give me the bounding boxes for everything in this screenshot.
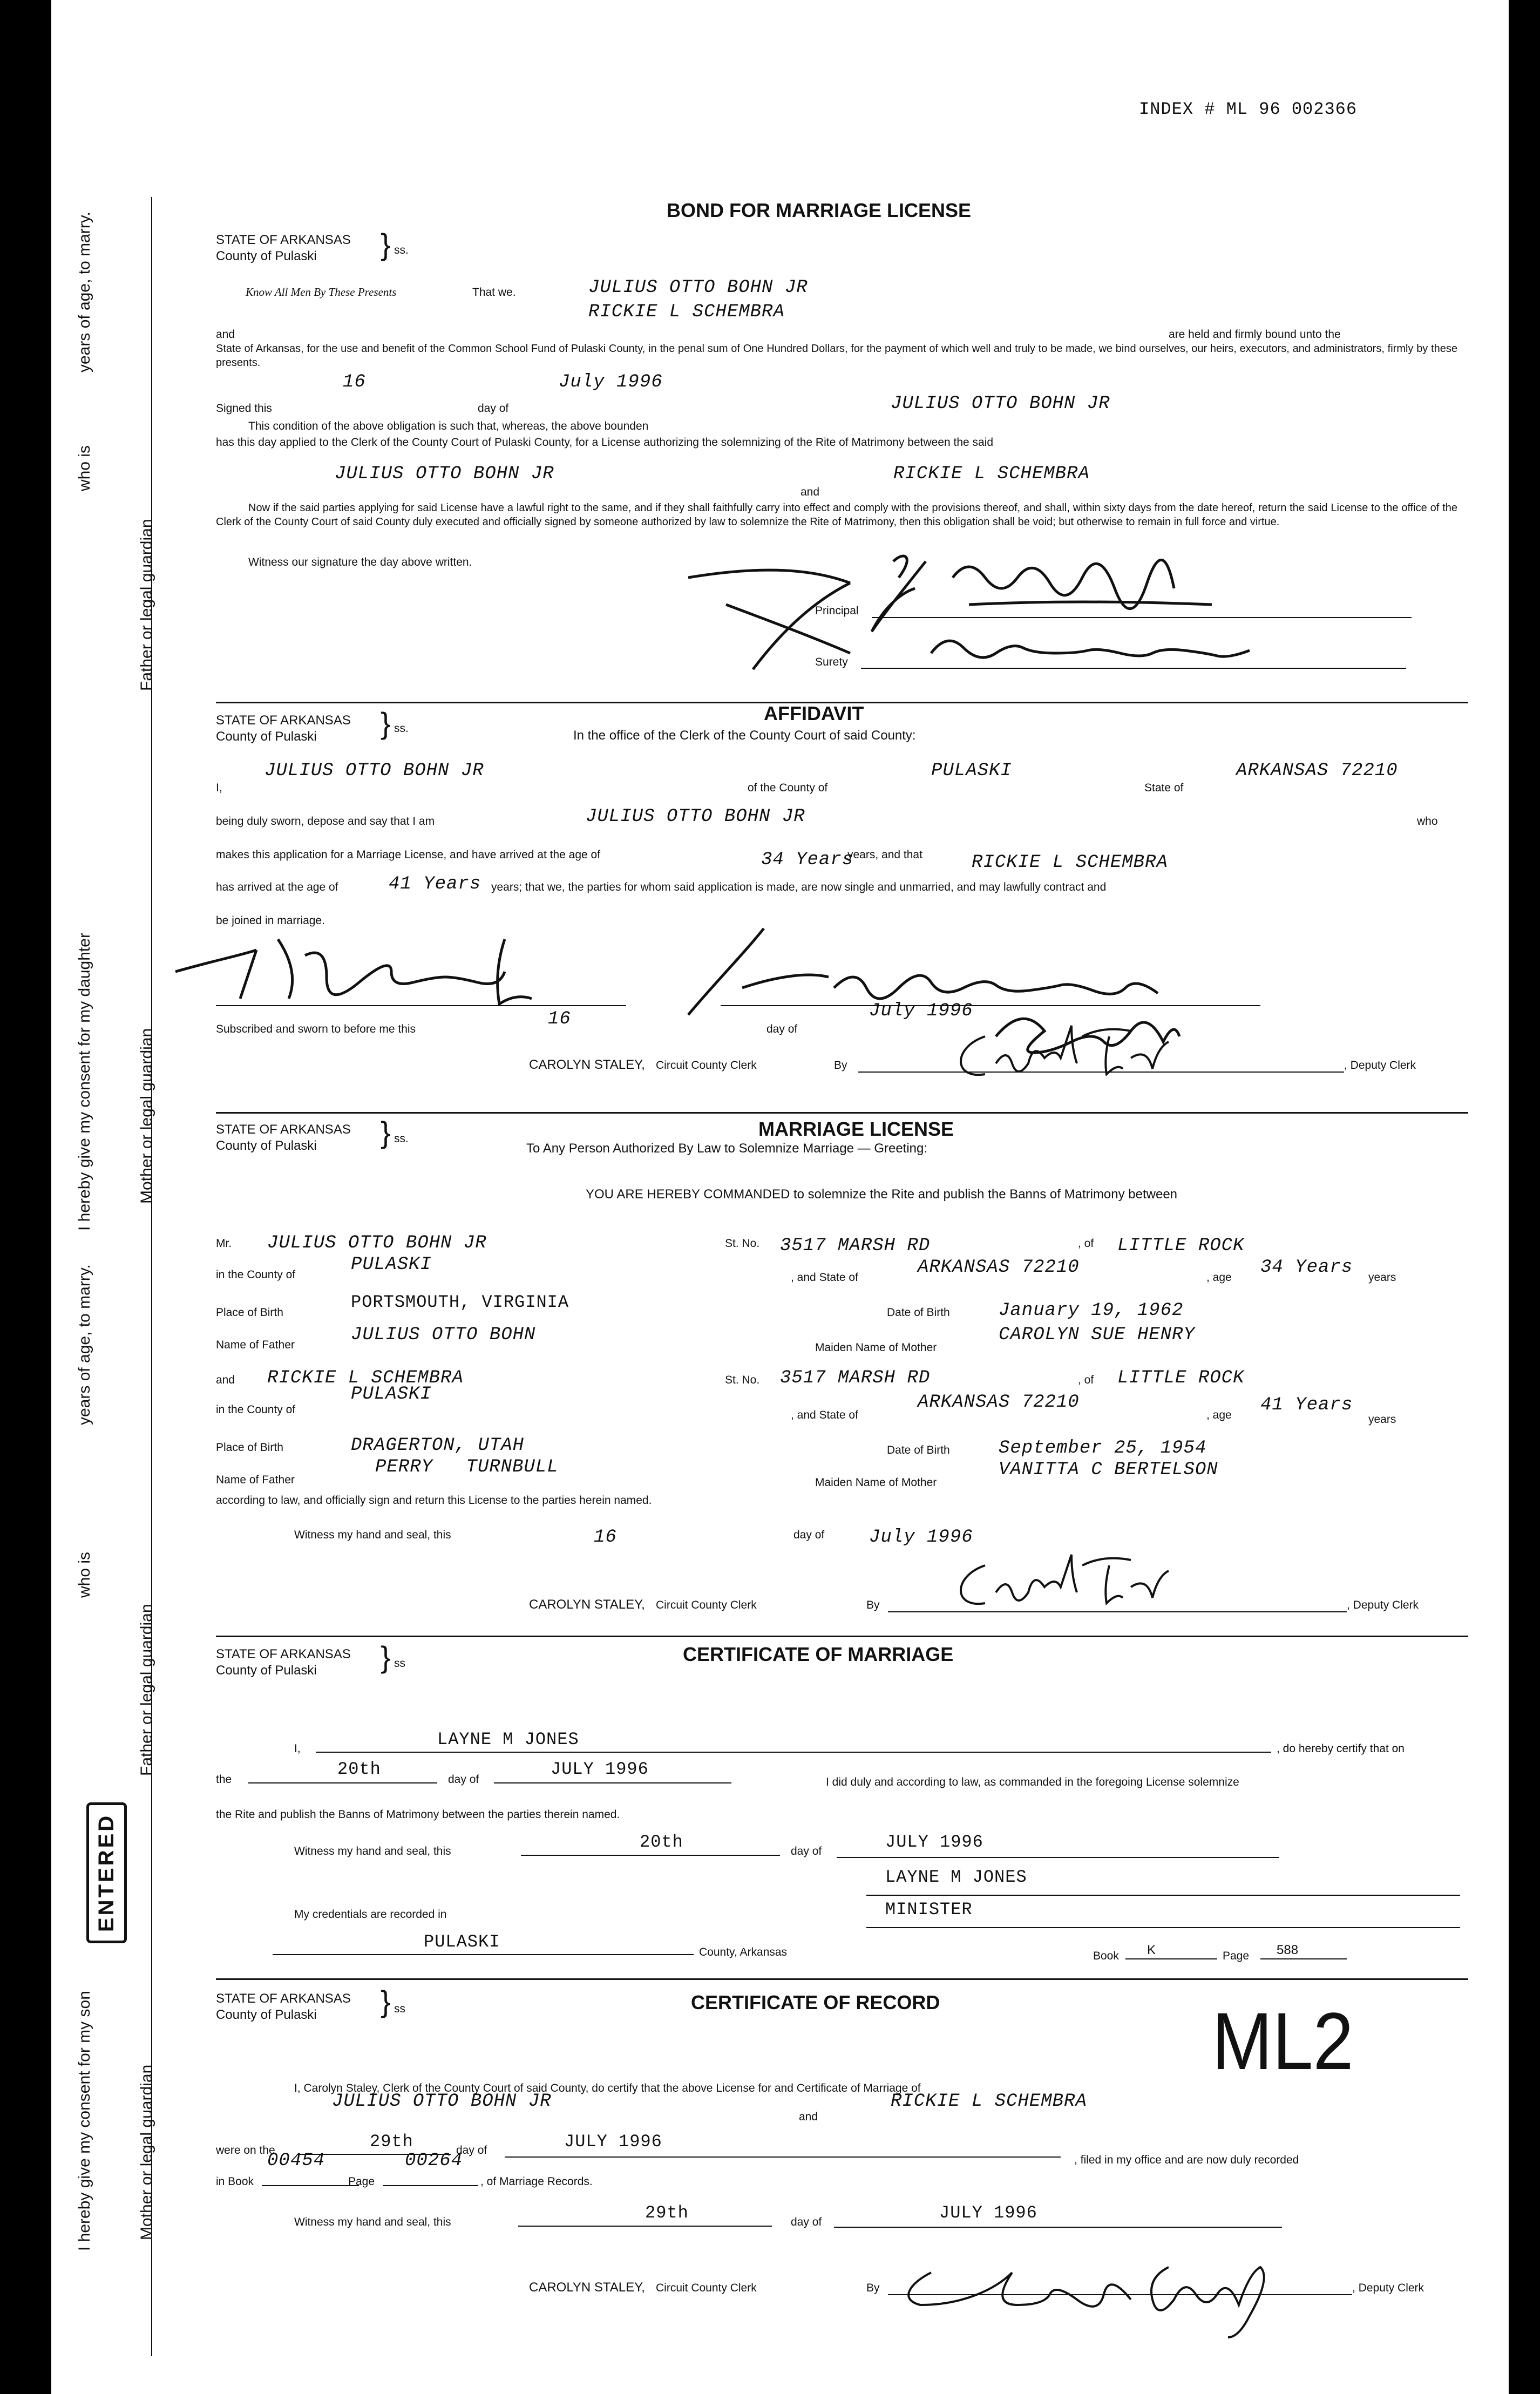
lic-maiden: Maiden Name of Mother xyxy=(815,1341,937,1354)
bond-state: STATE OF ARKANSAS xyxy=(216,233,351,247)
aff-age2: 41 Years xyxy=(389,874,481,894)
aff-who: who xyxy=(1417,815,1438,828)
lic-stno-2: St. No. xyxy=(725,1374,760,1386)
bond-surety-label: Surety xyxy=(815,656,848,668)
lic-state: STATE OF ARKANSAS xyxy=(216,1122,351,1137)
bond-para2: Now if the said parties applying for said License have a lawful right to the same, and if they shall faithfully carry into effect and comply with the provisions thereof, and shall, within sixty days from the date hereof, return the said License to the office of the Clerk of the County Court of said County duly executed and officially signed by someone authorized by law to solemnize the Rite of Matrimony, then this obligation shall be void; but otherwise to remain in full force and virtue. xyxy=(216,502,1457,528)
lic-according: according to law, and officially sign and return this License to the parties herein named. xyxy=(216,1494,652,1507)
lic-years: years xyxy=(1368,1271,1396,1284)
bond-and: and xyxy=(216,328,235,341)
cert-w-month: JULY 1996 xyxy=(885,1832,983,1852)
rec-page: Page xyxy=(348,2175,375,2188)
cert-role: MINISTER xyxy=(885,1900,973,1920)
bond-witness: Witness our signature the day above written. xyxy=(248,556,472,568)
cert-county: County of Pulaski xyxy=(216,1663,317,1678)
rec-day-of: day of xyxy=(456,2144,487,2156)
rec-certify: I, Carolyn Staley, Clerk of the County Court of said County, do certify that the above License for and Certificate of Marriage of xyxy=(294,2082,921,2094)
rec-bride: RICKIE L SCHEMBRA xyxy=(891,2091,1087,2112)
bond-para1: State of Arkansas, for the use and benefit of the Common School Fund of Pulaski County, in the penal sum of One Hundred Dollars, for the payment of which well and truly to be made, we bind ourselves, our heirs, executors, and administrators, firmly by these presents. xyxy=(216,343,1457,369)
lic-years-2: years xyxy=(1368,1413,1396,1426)
lic-bride-state: ARKANSAS 72210 xyxy=(918,1392,1080,1413)
side-years-lower: years of age, to marry. xyxy=(76,1264,93,1425)
aff-sub-month: July 1996 xyxy=(869,1001,973,1021)
aff-arrived: has arrived at the age of xyxy=(216,881,338,893)
rec-county: County of Pulaski xyxy=(216,2008,317,2022)
lic-and: and xyxy=(216,1374,235,1386)
rec-in-book: in Book xyxy=(216,2175,254,2188)
lic-bride-pob: DRAGERTON, UTAH xyxy=(351,1435,525,1456)
aff-sworn: being duly sworn, depose and say that I am xyxy=(216,815,435,828)
rec-clerk-title: Circuit County Clerk xyxy=(656,2282,757,2294)
lic-dob-2: Date of Birth xyxy=(887,1444,950,1456)
entered-stamp: ENTERED xyxy=(86,1802,127,1943)
lic-command: YOU ARE HEREBY COMMANDED to solemnize the Rite and publish the Banns of Matrimony between xyxy=(586,1187,1178,1202)
aff-county: County of Pulaski xyxy=(216,729,317,744)
lic-bride-dob: September 25, 1954 xyxy=(999,1438,1207,1459)
lic-deputy: , Deputy Clerk xyxy=(1347,1599,1419,1611)
cert-page: Page xyxy=(1223,1950,1250,1962)
cert-cred-county: PULASKI xyxy=(424,1932,500,1952)
bond-that-we: That we. xyxy=(472,286,516,299)
rec-title: CERTIFICATE OF RECORD xyxy=(691,1991,940,2013)
rec-book-val: 00454 xyxy=(267,2151,325,2171)
aff-clerk-title: Circuit County Clerk xyxy=(656,1059,757,1071)
aff-day-of: day of xyxy=(766,1023,798,1035)
rec-groom: JULIUS OTTO BOHN JR xyxy=(332,2091,552,2112)
aff-by: By xyxy=(834,1059,847,1071)
lic-clerk-title: Circuit County Clerk xyxy=(656,1599,757,1611)
aff-makes: makes this application for a Marriage License, and have arrived at the age of xyxy=(216,849,601,861)
cert-w-day: 20th xyxy=(640,1832,683,1852)
aff-deputy: , Deputy Clerk xyxy=(1344,1059,1416,1071)
lic-mr: Mr. xyxy=(216,1237,232,1250)
bond-brace: } xyxy=(381,227,391,261)
rec-ss: ss xyxy=(394,2003,405,2015)
bond-party1: JULIUS OTTO BOHN JR xyxy=(588,277,808,298)
lic-bride-father: PERRY TURNBULL xyxy=(375,1457,559,1477)
rec-by: By xyxy=(866,2282,880,2294)
lic-greeting: To Any Person Authorized By Law to Solemnize Marriage — Greeting: xyxy=(526,1141,928,1156)
ml2-stamp: ML2 xyxy=(1212,1996,1354,2086)
lic-father-2: Name of Father xyxy=(216,1474,295,1486)
cert-rite: the Rite and publish the Banns of Matrimony between the parties therein named. xyxy=(216,1808,620,1821)
cert-book-val: K xyxy=(1147,1943,1156,1957)
rec-w-month: JULY 1996 xyxy=(939,2203,1037,2223)
lic-groom-city: LITTLE ROCK xyxy=(1117,1236,1245,1256)
aff-sub-day: 16 xyxy=(548,1009,571,1029)
aff-state: STATE OF ARKANSAS xyxy=(216,713,351,728)
aff-name: JULIUS OTTO BOHN JR xyxy=(264,761,484,781)
lic-groom-dob: January 19, 1962 xyxy=(999,1300,1184,1321)
rec-page-val: 00264 xyxy=(405,2151,463,2171)
rec-filed: , filed in my office and are now duly recorded xyxy=(1074,2154,1299,2166)
cert-book: Book xyxy=(1093,1950,1119,1962)
lic-bride-city: LITTLE ROCK xyxy=(1117,1368,1245,1388)
cert-the: the xyxy=(216,1773,232,1786)
bond-title: BOND FOR MARRIAGE LICENSE xyxy=(667,199,972,221)
rec-were: were on the xyxy=(216,2144,275,2156)
lic-father: Name of Father xyxy=(216,1339,295,1351)
lic-in-county-2: in the County of xyxy=(216,1403,296,1416)
bond-groom: JULIUS OTTO BOHN JR xyxy=(335,464,554,484)
aff-name2: JULIUS OTTO BOHN JR xyxy=(586,806,805,827)
rec-month: JULY 1996 xyxy=(564,2132,662,2152)
lic-bride-mother: VANITTA C BERTELSON xyxy=(999,1460,1218,1480)
rec-and: and xyxy=(799,2111,818,2123)
cert-credentials: My credentials are recorded in xyxy=(294,1908,447,1921)
rec-w-day: 29th xyxy=(645,2203,689,2223)
lic-groom-county: PULASKI xyxy=(351,1254,432,1275)
cert-page-val: 588 xyxy=(1277,1943,1299,1957)
lic-witness: Witness my hand and seal, this xyxy=(294,1529,451,1541)
side-consent-daughter: I hereby give my consent for my daughter xyxy=(76,933,93,1231)
cert-certify: , do hereby certify that on xyxy=(1277,1742,1405,1755)
side-father-upper: Father or legal guardian xyxy=(138,519,155,691)
aff-ss: ss. xyxy=(394,722,409,735)
lic-of: , of xyxy=(1078,1237,1094,1250)
lic-pob-2: Place of Birth xyxy=(216,1441,283,1454)
cert-county-ark: County, Arkansas xyxy=(699,1946,788,1958)
lic-and-state-2: , and State of xyxy=(791,1409,858,1421)
bond-signatures xyxy=(645,545,1455,691)
lic-title: MARRIAGE LICENSE xyxy=(758,1118,954,1140)
aff-joined: be joined in marriage. xyxy=(216,914,325,927)
lic-by: By xyxy=(866,1599,880,1611)
aff-county-name: PULASKI xyxy=(931,761,1012,781)
lic-groom-father: JULIUS OTTO BOHN xyxy=(351,1325,536,1345)
aff-subscribed: Subscribed and sworn to before me this xyxy=(216,1023,416,1035)
side-consent-son: I hereby give my consent for my son xyxy=(76,1991,93,2251)
lic-bride-county: PULASKI xyxy=(351,1384,432,1405)
bond-know: Know All Men By These Presents xyxy=(246,286,397,299)
bond-principal-name: JULIUS OTTO BOHN JR xyxy=(891,394,1110,414)
lic-age: , age xyxy=(1206,1271,1232,1284)
aff-i: I, xyxy=(216,782,222,794)
side-who-lower: who is xyxy=(76,1551,93,1598)
aff-years-text: years; that we, the parties for whom said application is made, are now single and unmarried, and may lawfully contract and xyxy=(491,881,1107,893)
lic-month: July 1996 xyxy=(869,1527,973,1548)
cert-state: STATE OF ARKANSAS xyxy=(216,1647,351,1661)
lic-in-county: in the County of xyxy=(216,1269,296,1281)
cert-witness: Witness my hand and seal, this xyxy=(294,1845,451,1857)
rec-witness: Witness my hand and seal, this xyxy=(294,2216,451,2228)
lic-groom-street: 3517 MARSH RD xyxy=(780,1236,931,1256)
aff-office: In the office of the Clerk of the County Court of said County: xyxy=(573,728,916,743)
aff-state-zip: ARKANSAS 72210 xyxy=(1236,761,1398,781)
cert-did: I did duly and according to law, as commanded in the foregoing License solemnize xyxy=(826,1776,1239,1788)
lic-pob: Place of Birth xyxy=(216,1306,283,1319)
cert-sig-name: LAYNE M JONES xyxy=(885,1867,1027,1887)
aff-title: AFFIDAVIT xyxy=(764,702,864,724)
cert-i: I, xyxy=(294,1742,301,1755)
bond-county: County of Pulaski xyxy=(216,249,317,263)
lic-groom-mother: CAROLYN SUE HENRY xyxy=(999,1325,1195,1345)
lic-groom-age: 34 Years xyxy=(1260,1257,1353,1278)
cert-officiant: LAYNE M JONES xyxy=(437,1730,579,1749)
bond-day: 16 xyxy=(343,372,366,392)
side-who-upper: who is xyxy=(76,445,93,491)
deputy-signature-license xyxy=(942,1544,1266,1630)
bond-month: July 1996 xyxy=(559,372,663,392)
lic-clerk: CAROLYN STALEY, xyxy=(529,1597,645,1612)
bond-bride: RICKIE L SCHEMBRA xyxy=(893,464,1090,484)
rec-w-day-of: day of xyxy=(791,2216,822,2228)
bond-signed-this: Signed this xyxy=(216,402,272,415)
rec-clerk: CAROLYN STALEY, xyxy=(529,2280,645,2295)
bond-principal-label: Principal xyxy=(815,605,859,617)
lic-stno: St. No. xyxy=(725,1237,760,1250)
cert-day: 20th xyxy=(337,1759,381,1779)
aff-age1: 34 Years xyxy=(761,850,854,870)
bond-day-of: day of xyxy=(478,402,509,415)
lic-maiden-2: Maiden Name of Mother xyxy=(815,1476,937,1489)
side-father-lower: Father or legal guardian xyxy=(138,1604,155,1776)
lic-groom-pob: PORTSMOUTH, VIRGINIA xyxy=(351,1292,569,1312)
bond-applied: has this day applied to the Clerk of the County Court of Pulaski County, for a License authorizing the solemnizing of the Rite of Matrimony between the said xyxy=(216,436,994,449)
aff-years-and-that: years, and that xyxy=(847,849,922,861)
side-years-upper: years of age, to marry. xyxy=(76,212,93,372)
cert-w-day-of: day of xyxy=(791,1845,822,1857)
side-mother-lower: Mother or legal guardian xyxy=(138,2064,155,2240)
lic-of-2: , of xyxy=(1078,1374,1094,1386)
bond-and2: and xyxy=(800,486,820,498)
aff-state-of: State of xyxy=(1144,782,1184,794)
rec-day: 29th xyxy=(370,2132,413,2152)
lic-dob: Date of Birth xyxy=(887,1306,950,1319)
rec-state: STATE OF ARKANSAS xyxy=(216,1991,351,2006)
bond-ss: ss. xyxy=(394,244,409,256)
lic-county: County of Pulaski xyxy=(216,1138,317,1153)
bond-held: are held and firmly bound unto the xyxy=(1169,328,1341,341)
lic-day: 16 xyxy=(594,1527,617,1548)
deputy-signature-affidavit xyxy=(942,1015,1266,1101)
aff-of-county: of the County of xyxy=(748,782,828,794)
cert-month: JULY 1996 xyxy=(551,1759,649,1779)
cert-ss: ss xyxy=(394,1657,405,1670)
lic-ss: ss. xyxy=(394,1132,409,1145)
rec-records: , of Marriage Records. xyxy=(480,2175,593,2188)
lic-bride-age: 41 Years xyxy=(1260,1395,1353,1415)
rec-deputy: , Deputy Clerk xyxy=(1352,2282,1424,2294)
lic-and-state: , and State of xyxy=(791,1271,858,1284)
lic-groom-state: ARKANSAS 72210 xyxy=(918,1257,1080,1278)
bond-condition: This condition of the above obligation is such that, whereas, the above bounden xyxy=(248,420,649,432)
index-number: INDEX # ML 96 002366 xyxy=(1139,99,1358,119)
lic-age-2: , age xyxy=(1206,1409,1232,1421)
aff-bride: RICKIE L SCHEMBRA xyxy=(972,852,1168,873)
side-mother-upper: Mother or legal guardian xyxy=(138,1028,155,1204)
lic-bride-street: 3517 MARSH RD xyxy=(780,1368,931,1388)
lic-groom: JULIUS OTTO BOHN JR xyxy=(267,1233,487,1253)
lic-bride: RICKIE L SCHEMBRA xyxy=(267,1368,464,1388)
marriage-license-document: INDEX # ML 96 002366 years of age, to marry. who is Father or legal guardian I hereby give my consent for my daughter Mother or legal guardian years of age, to marry. who is Father or legal guardian I hereby give my consent for my son Mother or legal guardian ENTERED BOND FOR MARRIAGE LICENSE STATE OF ARKANSAS County of Pulaski } ss. Know All Men By These Presents That we. JULIUS OTTO BOHN JR RICKIE L SCHEMBRA and are held and firmly bound unto the State of Arkansas, for the use and benefit of the Common School Fund of Pulaski County, in the penal sum of One Hundred Dollars, for the payment of which well and truly to be made, we bind ourselves, our heirs, executors, and administrators, firmly by these presents. 16 July 1996 Signed this day of JULIUS OTTO BOHN JR This condition of the above obligation is such that, whereas, the above bounden has this day applied to the Clerk of the County Court of Pulaski County, for a License authorizing the solemnizing of the Rite of Matrimony between the said JULIUS OTTO BOHN JR RICKIE L SCHEMBRA and Now if the said parties applying for said License have a lawful right to the same, and if they shall faithfully carry into effect and comply with the provisions thereof, and shall, within sixty days from the date hereof, return the said License to the office of the Clerk of the County Court of said County duly executed and officially signed by someone authorized by law to solemnize the Rite of Matrimony, then this obligation shall be void; but otherwise to remain in full force and virtue. Witness our signature the day above written. Principal Surety STATE OF ARKANSAS County of Pulaski } ss. AFFIDAVIT In the office of the Clerk of the County Court of said County: JULIUS OTTO BOHN JR I, PULASKI ARKANSAS 72210 of the County of State of being duly sworn, depose and say that I am JULIUS OTTO BOHN JR who makes this application for a Marriage License, and have arrived at the age of 34 Years years, and that RICKIE L SCHEMBRA has arrived at the age of 41 Years years; that we, the parties for whom said application is made, are now single and unmarried, and may lawfully contract and be joined in marriage. Subscribed and sworn to before me this 16 day of July 1996 CAROLYN STALEY, Circuit County Clerk By , Deputy Clerk STATE OF ARKANSAS County of Pulaski } ss. MARRIAGE LICENSE To Any Person Authorized By Law to Solemnize Marriage — Greeting: YOU ARE HEREBY COMMANDED to solemnize the Rite and publish the Banns of Matrimony between Mr. JULIUS OTTO BOHN JR St. No. 3517 MARSH RD , of LITTLE ROCK in the County of PULASKI , and State of ARKANSAS 72210 , age 34 Years years Place of Birth PORTSMOUTH, VIRGINIA Date of Birth January 19, 1962 Name of Father JULIUS OTTO BOHN Maiden Name of Mother CAROLYN SUE HENRY and RICKIE L SCHEMBRA St. No. 3517 MARSH RD , of LITTLE ROCK in the County of PULASKI , and State of ARKANSAS 72210 , age 41 Years years Place of Birth DRAGERTON, UTAH Date of Birth September 25, 1954 Name of Father PERRY TURNBULL Maiden Name of Mother VANITTA C BERTELSON according to law, and officially sign and return this License to the parties herein named. Witness my hand and seal, this 16 day of July 1996 CAROLYN STALEY, Circuit County Clerk By , Deputy Clerk STATE OF ARKANSAS County of Pulaski } ss CERTIFICATE OF MARRIAGE I, LAYNE M JONES , do hereby certify that on the 20th day of JULY 1996 I did duly and according to law, as commanded in the foregoing License solemnize the Rite and publish the Banns of Matrimony between the parties therein named. Witness my hand and seal, this 20th day of JULY 1996 LAYNE M JONES MINISTER My credentials are recorded in PULASKI County, Arkansas Book K Page 588 STATE OF ARKANSAS County of Pulaski } ss CERTIFICATE OF RECORD ML2 I, Carolyn Staley, Clerk of the County Court of said County, do certify that the above License for and Certificate of Marriage of JULIUS OTTO BOHN JR and RICKIE L SCHEMBRA were on the 29th day of JULY 1996 , filed in my office and are now duly recorded 00454 00264 in Book Page , of Marriage Records. Witness my hand and seal, this 29th day of JULY 1996 CAROLYN STALEY, Circuit County Clerk By , Deputy Clerk xyxy=(51,0,1509,2394)
lic-day-of: day of xyxy=(793,1529,825,1541)
record-clerk-signature xyxy=(888,2235,1374,2343)
cert-title: CERTIFICATE OF MARRIAGE xyxy=(683,1643,954,1665)
cert-day-of: day of xyxy=(448,1773,479,1786)
bond-party2: RICKIE L SCHEMBRA xyxy=(588,302,785,322)
aff-clerk: CAROLYN STALEY, xyxy=(529,1057,645,1072)
